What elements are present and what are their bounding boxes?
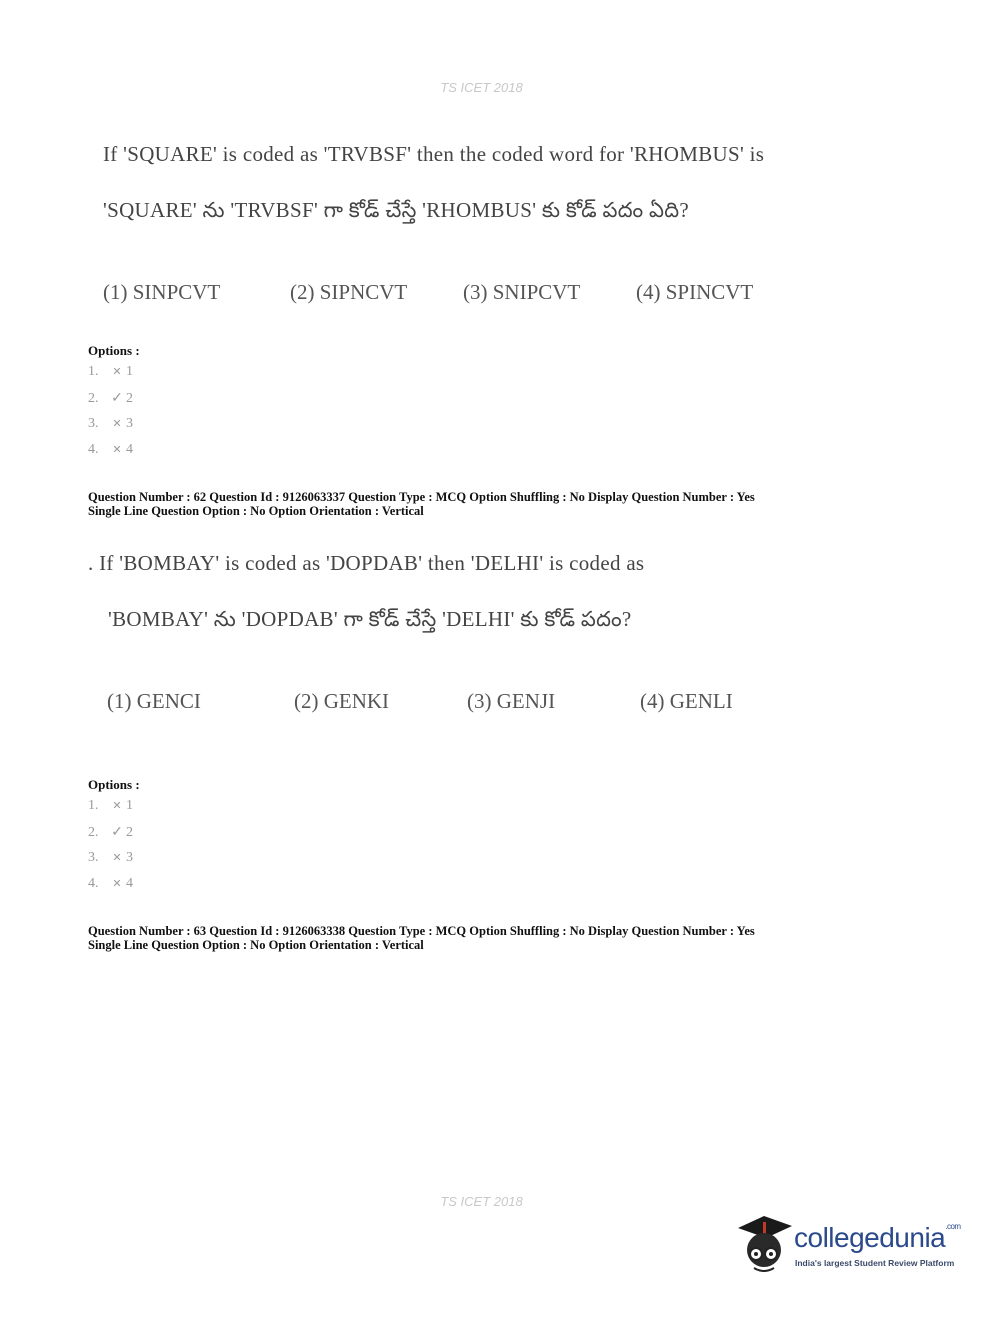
option-item: 1. ✕ 1 [88, 798, 133, 813]
choice-3: (3) GENJI [467, 689, 556, 713]
logo-tagline: India's largest Student Review Platform [795, 1258, 955, 1268]
choice-3: (3) SNIPCVT [463, 280, 581, 304]
question-62-meta: Question Number : 62 Question Id : 9126063337 Question Type : MCQ Option Shuffling : No Display Question Number : Yes Single Line Question Option : No Option Orientation : Vertical [88, 490, 755, 518]
option-item: 4. ✕ 4 [88, 442, 133, 457]
cross-icon: ✕ [112, 800, 122, 812]
question-61-telugu: 'SQUARE' ను 'TRVBSF' గా కోడ్ చేస్తే 'RHOMBUS' కు కోడ్ పదం ఏది? [103, 198, 689, 222]
cross-icon: ✕ [112, 852, 122, 864]
option-item: 2. ✓ 2 [88, 825, 133, 840]
choice-4: (4) GENLI [640, 689, 733, 713]
choice-2: (2) GENKI [294, 689, 390, 713]
choice-1: (1) GENCI [107, 689, 201, 713]
options-label: Options : [88, 343, 140, 358]
options-label: Options : [88, 777, 140, 792]
question-61-options-list [88, 364, 133, 460]
option-item: 1. ✕ 1 [88, 364, 133, 379]
collegedunia-logo [734, 1210, 964, 1280]
choice-4: (4) SPINCVT [636, 280, 754, 304]
question-61-english: If 'SQUARE' is coded as 'TRVBSF' then the coded word for 'RHOMBUS' is [103, 142, 765, 166]
footer-watermark: TS ICET 2018 [440, 1194, 523, 1209]
check-icon: ✓ [111, 391, 123, 406]
mascot-icon [734, 1210, 796, 1276]
cross-icon: ✕ [112, 366, 122, 378]
question-61-choices [0, 280, 993, 306]
cross-icon: ✕ [112, 878, 122, 890]
option-item: 3. ✕ 3 [88, 850, 133, 865]
logo-wordmark: collegedunia$^{.com}$ [794, 1222, 961, 1253]
check-icon: ✓ [111, 825, 123, 840]
choice-2: (2) SIPNCVT [290, 280, 408, 304]
option-item: 2. ✓ 2 [88, 391, 133, 406]
choice-1: (1) SINPCVT [103, 280, 221, 304]
option-item: 4. ✕ 4 [88, 876, 133, 891]
header-watermark: TS ICET 2018 [440, 80, 523, 95]
cross-icon: ✕ [112, 418, 122, 430]
question-62-choices [0, 689, 993, 715]
option-item: 3. ✕ 3 [88, 416, 133, 431]
question-62-english: . If 'BOMBAY' is coded as 'DOPDAB' then 'DELHI' is coded as [88, 551, 645, 575]
question-62-options-list [88, 798, 133, 894]
question-62-telugu: 'BOMBAY' ను 'DOPDAB' గా కోడ్ చేస్తే 'DELHI' కు కోడ్ పదం? [108, 607, 632, 631]
cross-icon: ✕ [112, 444, 122, 456]
question-63-meta: Question Number : 63 Question Id : 9126063338 Question Type : MCQ Option Shuffling : No Display Question Number : Yes Single Line Question Option : No Option Orientation : Vertical [88, 924, 755, 952]
